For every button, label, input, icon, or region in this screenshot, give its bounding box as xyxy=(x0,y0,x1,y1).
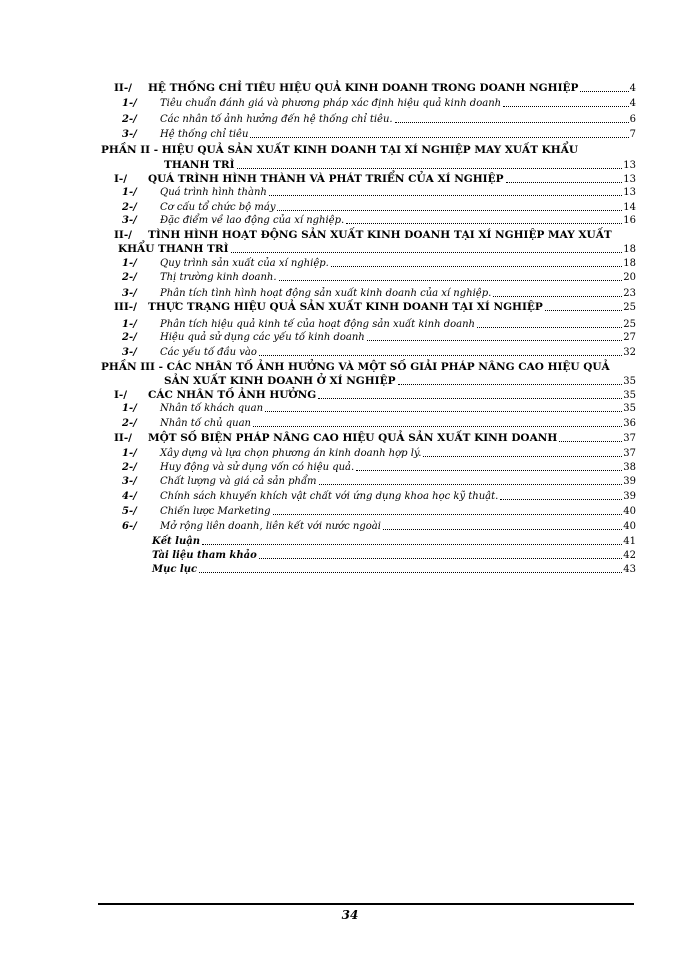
dot-leader xyxy=(277,210,622,211)
toc-entry-page: 35 xyxy=(623,390,636,401)
dot-leader xyxy=(231,252,623,253)
toc-entry-number: III-/ xyxy=(114,301,137,313)
dot-leader xyxy=(423,456,622,457)
toc-entry xyxy=(114,229,636,242)
dot-leader xyxy=(331,266,622,267)
dot-leader xyxy=(318,398,622,399)
toc-entry xyxy=(114,173,636,186)
toc-entry-title: Cơ cấu tổ chức bộ máy xyxy=(160,202,276,213)
toc-entry-title: MỘT SỐ BIỆN PHÁP NÂNG CAO HIỆU QUẢ SẢN XUẤT KINH DOANH xyxy=(148,432,558,444)
toc-entry-title: Huy động và sử dụng vốn có hiệu quả. xyxy=(160,462,355,473)
toc-entry xyxy=(122,113,636,126)
footer-rule xyxy=(98,903,634,905)
toc-entry-title: Xây dựng và lựa chọn phương án kinh doanh hợp lý. xyxy=(160,448,422,459)
toc-entry xyxy=(114,389,636,402)
toc-entry-page: 6 xyxy=(629,114,636,125)
dot-leader xyxy=(506,182,623,183)
toc-entry-page: 40 xyxy=(623,506,636,517)
toc-entry xyxy=(114,82,636,95)
toc-entry-page: 36 xyxy=(623,418,636,429)
toc-entry-page: 4 xyxy=(629,98,636,109)
toc-entry-number: II-/ xyxy=(114,82,133,94)
dot-leader xyxy=(559,441,622,442)
toc-entry-page: 38 xyxy=(623,462,636,473)
toc-entry-title: Tài liệu tham khảo xyxy=(152,550,257,561)
toc-entry xyxy=(122,214,636,227)
toc-entry-title: Phân tích tình hình hoạt động sản xuất kinh doanh của xí nghiệp. xyxy=(160,288,492,299)
toc-entry-number: 1-/ xyxy=(122,98,137,109)
dot-leader xyxy=(367,340,623,341)
toc-entry-title: TÌNH HÌNH HOẠT ĐỘNG SẢN XUẤT KINH DOANH TẠI XÍ NGHIỆP MAY XUẤT xyxy=(148,229,612,241)
toc-entry xyxy=(122,490,636,503)
toc-entry-number: 2-/ xyxy=(122,202,137,213)
toc-entry-page: 14 xyxy=(623,202,636,213)
toc-entry xyxy=(122,318,636,331)
toc-entry-title: HỆ THỐNG CHỈ TIÊU HIỆU QUẢ KINH DOANH TRONG DOANH NGHIỆP xyxy=(148,82,579,94)
dot-leader xyxy=(269,195,622,196)
toc-entry-title: Nhân tố khách quan xyxy=(160,403,264,414)
dot-leader xyxy=(202,544,622,545)
toc-entry xyxy=(122,97,636,110)
toc-entry xyxy=(101,361,636,374)
toc-entry xyxy=(122,331,636,344)
dot-leader xyxy=(383,529,622,530)
toc-entry-number: 3-/ xyxy=(122,476,137,487)
dot-leader xyxy=(265,411,622,412)
toc-entry-number: 1-/ xyxy=(122,403,137,414)
toc-entry xyxy=(122,128,636,141)
dot-leader xyxy=(500,499,622,500)
toc-entry-number: 3-/ xyxy=(122,347,137,358)
dot-leader xyxy=(356,470,622,471)
toc-entry-title: Chính sách khuyến khích vật chất với ứng dụng khoa học kỹ thuật. xyxy=(160,491,499,502)
toc-entry-title: Các nhân tố ảnh hưởng đến hệ thống chỉ tiêu. xyxy=(160,114,393,125)
toc-entry-title: Các yếu tố đầu vào xyxy=(160,347,257,358)
toc-entry xyxy=(122,201,636,214)
dot-leader xyxy=(580,91,628,92)
toc-entry xyxy=(152,535,636,548)
toc-entry xyxy=(114,301,636,314)
toc-entry-page: 7 xyxy=(629,129,636,140)
toc-entry-number: 3-/ xyxy=(122,288,137,299)
toc-entry-number: 2-/ xyxy=(122,114,137,125)
toc-entry xyxy=(152,549,636,562)
toc-entry xyxy=(122,346,636,359)
toc-entry-page: 32 xyxy=(623,347,636,358)
toc-entry-title: Kết luận xyxy=(152,536,200,547)
dot-leader xyxy=(346,223,622,224)
page-number: 34 xyxy=(341,908,359,922)
toc-entry-page: 35 xyxy=(623,403,636,414)
toc-entry-page: 39 xyxy=(623,491,636,502)
toc-entry-title-continued: KHẨU THANH TRÌ xyxy=(118,243,229,255)
toc-entry-page: 13 xyxy=(623,174,636,185)
toc-entry-number: 6-/ xyxy=(122,521,137,532)
toc-entry-title: Quy trình sản xuất của xí nghiệp. xyxy=(160,258,329,269)
toc-entry-title-continued: THANH TRÌ xyxy=(164,159,235,171)
toc-entry-title: Hiệu quả sử dụng các yếu tố kinh doanh xyxy=(160,332,365,343)
toc-entry-page: 23 xyxy=(623,288,636,299)
toc-entry-page: 39 xyxy=(623,476,636,487)
toc-entry-number: 3-/ xyxy=(122,129,137,140)
toc-entry-number: 3-/ xyxy=(122,215,137,226)
toc-entry xyxy=(122,417,636,430)
toc-entry-page: 27 xyxy=(623,332,636,343)
toc-entry-continuation xyxy=(164,375,636,388)
toc-entry-page: 13 xyxy=(623,160,636,171)
dot-leader xyxy=(503,106,629,107)
dot-leader xyxy=(259,558,623,559)
dot-leader xyxy=(250,137,628,138)
toc-entry-page: 16 xyxy=(623,215,636,226)
toc-entry-continuation xyxy=(164,159,636,172)
toc-entry-page: 18 xyxy=(623,244,636,255)
toc-entry-title: Nhân tố chủ quan xyxy=(160,418,251,429)
toc-entry-title: Phân tích hiệu quả kinh tế của hoạt động sản xuất kinh doanh xyxy=(160,319,475,330)
toc-entry-title: QUÁ TRÌNH HÌNH THÀNH VÀ PHÁT TRIỂN CỦA XÍ NGHIỆP xyxy=(148,173,504,185)
toc-entry-page: 37 xyxy=(623,433,636,444)
toc-entry xyxy=(122,257,636,270)
toc-entry-title: THỰC TRẠNG HIỆU QUẢ SẢN XUẤT KINH DOANH TẠI XÍ NGHIỆP xyxy=(148,301,543,313)
toc-entry xyxy=(122,402,636,415)
toc-entry-title: Chiến lược Marketing xyxy=(160,506,271,517)
toc-entry-number: 2-/ xyxy=(122,272,137,283)
dot-leader xyxy=(545,310,622,311)
dot-leader xyxy=(259,355,622,356)
toc-entry xyxy=(152,563,636,576)
toc-entry-number: 1-/ xyxy=(122,187,137,198)
toc-entry-page: 18 xyxy=(623,258,636,269)
toc-entry-title: Hệ thống chỉ tiêu xyxy=(160,129,249,140)
dot-leader xyxy=(253,426,622,427)
toc-entry-number: I-/ xyxy=(114,389,128,401)
toc-entry-title: PHẦN II - HIỆU QUẢ SẢN XUẤT KINH DOANH TẠI XÍ NGHIỆP MAY XUẤT KHẨU xyxy=(101,144,579,156)
dot-leader xyxy=(477,327,622,328)
toc-entry xyxy=(122,271,636,284)
dot-leader xyxy=(237,168,623,169)
dot-leader xyxy=(199,572,622,573)
toc-entry-number: II-/ xyxy=(114,229,133,241)
dot-leader xyxy=(273,514,623,515)
toc-entry-page: 42 xyxy=(623,550,636,561)
toc-entry-page: 40 xyxy=(623,521,636,532)
toc-entry-number: II-/ xyxy=(114,432,133,444)
toc-entry xyxy=(101,144,636,157)
toc-entry-page: 37 xyxy=(623,448,636,459)
toc-entry-title: Mở rộng liên doanh, liên kết với nước ngoài xyxy=(160,521,381,532)
toc-entry-title: Chất lượng và giá cả sản phẩm xyxy=(160,476,317,487)
dot-leader xyxy=(395,122,629,123)
toc-entry-number: I-/ xyxy=(114,173,128,185)
toc-entry-title: Quá trình hình thành xyxy=(160,187,267,198)
toc-entry xyxy=(122,475,636,488)
toc-entry-page: 20 xyxy=(623,272,636,283)
toc-entry xyxy=(122,287,636,300)
dot-leader xyxy=(279,280,623,281)
toc-entry-page: 25 xyxy=(623,319,636,330)
toc-entry-number: 2-/ xyxy=(122,462,137,473)
toc-entry-number: 1-/ xyxy=(122,319,137,330)
toc-entry-number: 1-/ xyxy=(122,258,137,269)
toc-entry xyxy=(122,186,636,199)
toc-entry-title: Mục lục xyxy=(152,564,198,575)
dot-leader xyxy=(319,484,623,485)
toc-entry-title: Tiêu chuẩn đánh giá và phương pháp xác định hiệu quả kinh doanh xyxy=(160,98,502,109)
toc-entry-number: 2-/ xyxy=(122,332,137,343)
dot-leader xyxy=(493,296,622,297)
toc-entry-number: 4-/ xyxy=(122,491,137,502)
toc-entry-continuation xyxy=(118,243,636,256)
toc-entry-number: 1-/ xyxy=(122,448,137,459)
toc-entry-page: 4 xyxy=(629,83,636,94)
toc-entry xyxy=(122,520,636,533)
toc-entry-page: 13 xyxy=(623,187,636,198)
toc-entry xyxy=(114,432,636,445)
toc-entry xyxy=(122,505,636,518)
toc-entry-number: 5-/ xyxy=(122,506,137,517)
toc-entry-title-continued: SẢN XUẤT KINH DOANH Ở XÍ NGHIỆP xyxy=(164,375,396,387)
toc-entry-title: PHẦN III - CÁC NHÂN TỐ ẢNH HƯỞNG VÀ MỘT SỐ GIẢI PHÁP NÂNG CAO HIỆU QUẢ xyxy=(101,361,610,373)
dot-leader xyxy=(398,384,623,385)
toc-entry-title: Thị trường kinh doanh. xyxy=(160,272,277,283)
toc-entry-page: 43 xyxy=(623,564,636,575)
toc-entry-title: Đặc điểm về lao động của xí nghiệp. xyxy=(160,215,345,226)
toc-entry-number: 2-/ xyxy=(122,418,137,429)
toc-entry-page: 35 xyxy=(623,376,636,387)
toc-entry xyxy=(122,461,636,474)
toc-entry-page: 25 xyxy=(623,302,636,313)
toc-entry-title: CÁC NHÂN TỐ ẢNH HƯỞNG xyxy=(148,389,317,401)
toc-entry-page: 41 xyxy=(623,536,636,547)
toc-entry xyxy=(122,447,636,460)
